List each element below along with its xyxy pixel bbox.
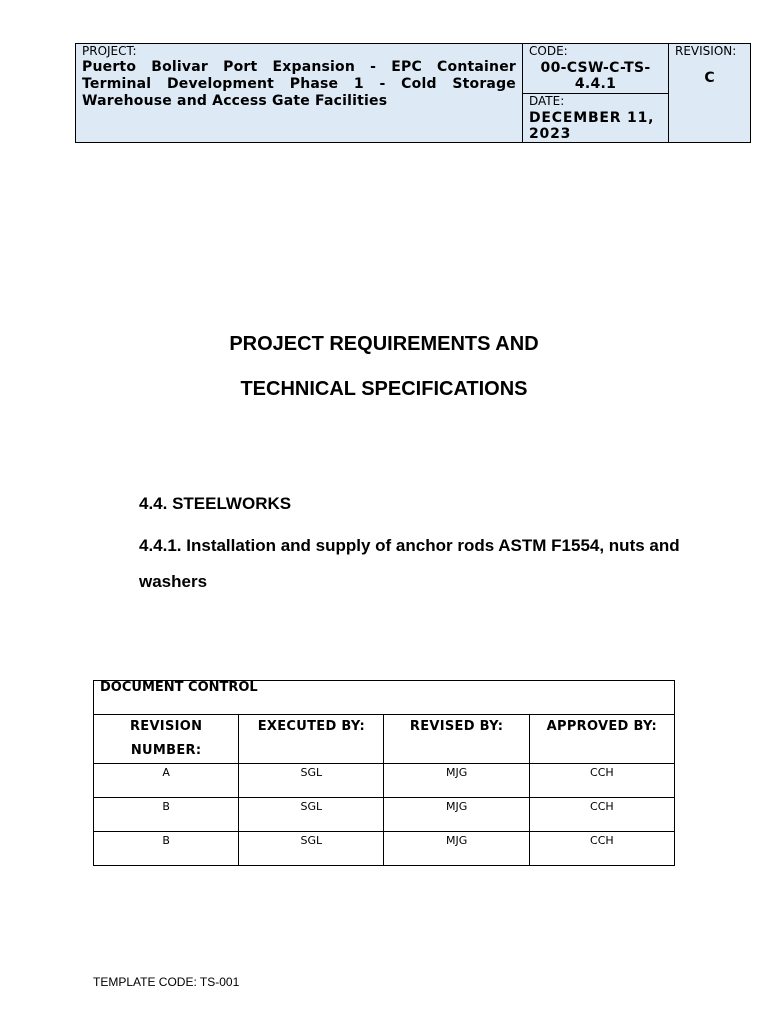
column-header-revised: REVISED BY: bbox=[384, 715, 529, 764]
section-heading: 4.4. STEELWORKS bbox=[139, 494, 292, 513]
column-header-executed: EXECUTED BY: bbox=[239, 715, 384, 764]
page-title-line-1: PROJECT REQUIREMENTS AND bbox=[229, 333, 539, 355]
revised-by: MJG bbox=[384, 764, 529, 798]
document-header bbox=[75, 43, 751, 143]
executed-by: SGL bbox=[239, 798, 384, 832]
revision-number: B bbox=[94, 798, 239, 832]
page-title-line-2: TECHNICAL SPECIFICATIONS bbox=[240, 378, 528, 400]
revision-cell bbox=[669, 44, 750, 142]
approved-by: CCH bbox=[529, 832, 674, 866]
code-cell bbox=[523, 44, 669, 94]
date-cell bbox=[523, 94, 669, 142]
executed-by: SGL bbox=[239, 832, 384, 866]
document-control-title: DOCUMENT CONTROL bbox=[94, 681, 675, 715]
table-row bbox=[94, 798, 675, 832]
document-control-table bbox=[93, 680, 675, 866]
approved-by: CCH bbox=[529, 764, 674, 798]
approved-by: CCH bbox=[529, 798, 674, 832]
table-row bbox=[94, 832, 675, 866]
code-label: CODE: bbox=[529, 44, 568, 58]
revised-by: MJG bbox=[384, 798, 529, 832]
project-label: PROJECT: bbox=[82, 44, 137, 58]
document-code: 00-CSW-C-TS-4.4.1 bbox=[540, 60, 651, 92]
project-name: Puerto Bolivar Port Expansion - EPC Container Terminal Development Phase 1 - Cold Storage Warehouse and Access Gate Facilities bbox=[82, 59, 516, 109]
column-header-approved: APPROVED BY: bbox=[529, 715, 674, 764]
executed-by: SGL bbox=[239, 764, 384, 798]
revised-by: MJG bbox=[384, 832, 529, 866]
document-date: DECEMBER 11, 2023 bbox=[529, 110, 655, 142]
project-cell bbox=[76, 44, 523, 142]
revision-number: A bbox=[94, 764, 239, 798]
revision-value: C bbox=[704, 70, 715, 86]
column-header-revision: REVISION NUMBER: bbox=[94, 715, 239, 764]
revision-number: B bbox=[94, 832, 239, 866]
date-label: DATE: bbox=[529, 94, 565, 108]
section-subheading: 4.4.1. Installation and supply of anchor rods ASTM F1554, nuts and washers bbox=[139, 536, 680, 591]
revision-label: REVISION: bbox=[675, 44, 737, 58]
table-row bbox=[94, 764, 675, 798]
template-code: TEMPLATE CODE: TS-001 bbox=[93, 975, 240, 989]
